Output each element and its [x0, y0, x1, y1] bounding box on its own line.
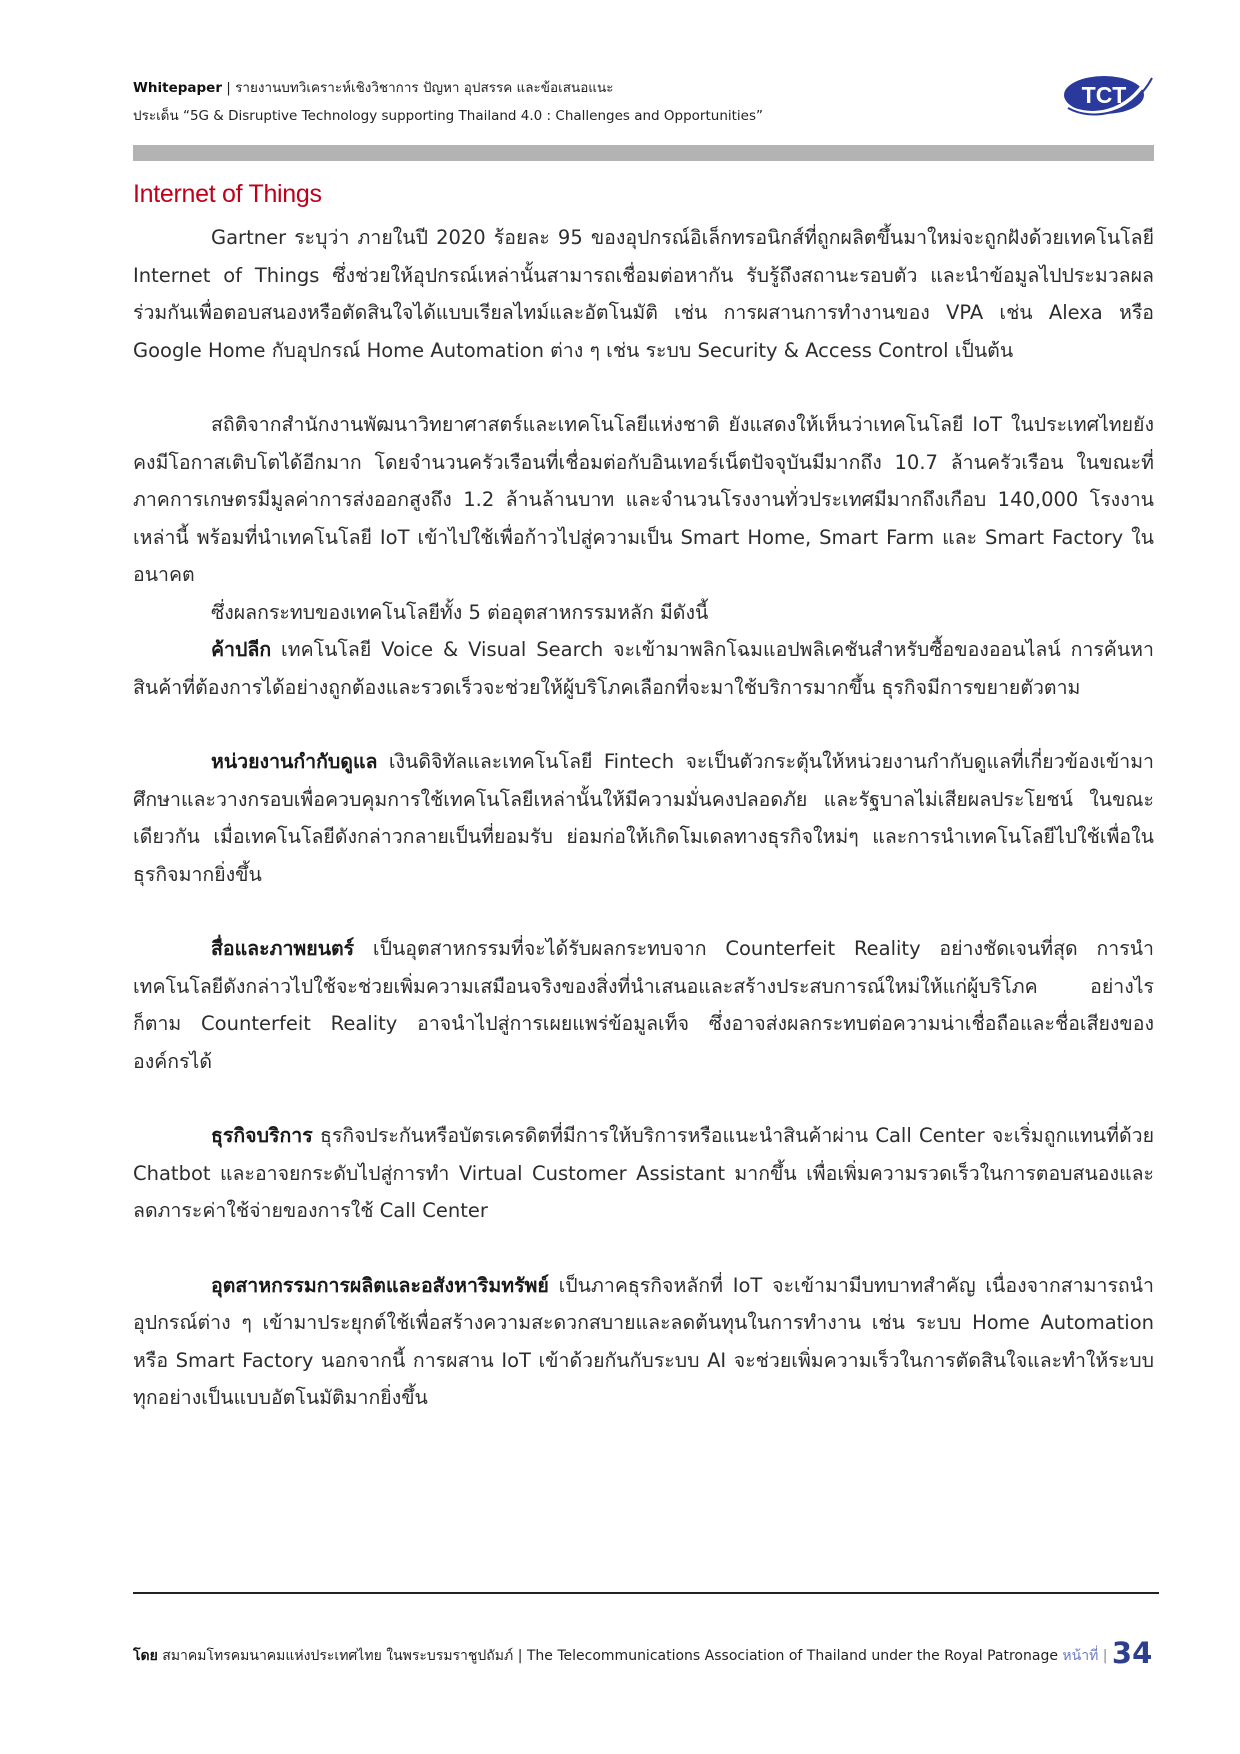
manufacturing-text: เป็นภาคธุรกิจหลักที่ IoT จะเข้ามามีบทบาทสำคัญ เนื่องจากสามารถนำอุปกรณ์ต่าง ๆ เข้ามาประยุกต์ใช้เพื่อสร้างความสะดวกสบายและลดต้นทุนในการทำงาน เช่น ระบบ Home Automation หรือ Smart Factory นอกจากนี้ การผสาน IoT เข้าด้วยกันกับระบบ AI จะช่วยเพิ่มความเร็วในการตัดสินใจและทำให้ระบบทุกอย่างเป็นแบบอัตโนมัติมากยิ่งขึ้น — [133, 1273, 1154, 1409]
header-separator: | — [226, 80, 231, 96]
paragraph-services — [133, 1117, 1154, 1230]
page-number: 34 — [1111, 1636, 1153, 1670]
services-label: ธุรกิจบริการ — [211, 1124, 313, 1147]
footer-rule — [133, 1592, 1159, 1594]
paragraph-statistics: สถิติจากสำนักงานพัฒนาวิทยาศาสตร์และเทคโนโลยีแห่งชาติ ยังแสดงให้เห็นว่าเทคโนโลยี IoT ในประเทศไทยยังคงมีโอกาสเติบโตได้อีกมาก โดยจำนวนครัวเรือนที่เชื่อมต่อกับอินเทอร์เน็ตปัจจุบันมีมากถึง 10.7 ล้านครัวเรือน ในขณะที่ภาคการเกษตรมีมูลค่าการส่งออกสูงถึง 1.2 ล้านล้านบาท และจำนวนโรงงานทั่วประเทศมีมากถึงเกือบ 140,000 โรงงาน เหล่านี้ พร้อมที่นำเทคโนโลยี IoT เข้าไปใช้เพื่อก้าวไปสู่ความเป็น Smart Home, Smart Farm และ Smart Factory ในอนาคต — [133, 413, 1154, 586]
paragraph-manufacturing — [133, 1267, 1154, 1417]
footer-page-label: หน้าที่ — [1062, 1648, 1099, 1664]
page-footer — [133, 1635, 1159, 1671]
footer-org-english: The Telecommunications Association of Thailand under the Royal Patronage — [526, 1648, 1058, 1664]
paragraph-impact-intro: ซึ่งผลกระทบของเทคโนโลยีทั้ง 5 ต่ออุตสาหกรรมหลัก มีดังนี้ — [211, 600, 709, 624]
header-subtitle: รายงานบทวิเคราะห์เชิงวิชาการ ปัญหา อุปสรรค และข้อเสนอแนะ — [235, 80, 614, 96]
header-divider-bar — [133, 145, 1154, 161]
footer-org-thai: สมาคมโทรคมนาคมแห่งประเทศไทย ในพระบรมราชูปถัมภ์ — [162, 1648, 514, 1664]
services-text: ธุรกิจประกันหรือบัตรเครดิตที่มีการให้บริการหรือแนะนำสินค้าผ่าน Call Center จะเริ่มถูกแทนที่ด้วย Chatbot และอาจยกระดับไปสู่การทำ Virtual Customer Assistant มากขึ้น เพื่อเพิ่มความรวดเร็วในการตอบสนองและลดภาระค่าใช้จ่ายของการใช้ Call Center — [133, 1124, 1154, 1222]
media-label: สื่อและภาพยนตร์ — [211, 937, 355, 960]
manufacturing-label: อุตสาหกรรมการผลิตและอสังหาริมทรัพย์ — [211, 1273, 549, 1297]
paragraph-regulator — [133, 743, 1154, 893]
header-line-2: ประเด็น “5G & Disruptive Technology supporting Thailand 4.0 : Challenges and Opportunities” — [133, 108, 764, 124]
footer-by-label: โดย — [133, 1648, 158, 1664]
paragraph-media — [133, 930, 1154, 1080]
retail-label: ค้าปลีก — [211, 638, 272, 661]
body-content — [133, 219, 1154, 1417]
header-line-1 — [133, 78, 1053, 98]
regulator-label: หน่วยงานกำกับดูแล — [211, 750, 378, 773]
media-text: เป็นอุตสาหกรรมที่จะได้รับผลกระทบจาก Counterfeit Reality อย่างชัดเจนที่สุด การนำเทคโนโลยีดังกล่าวไปใช้จะช่วยเพิ่มความเสมือนจริงของสิ่งที่นำเสนอและสร้างประสบการณ์ใหม่ให้แก่ผู้บริโภค อย่างไรก็ตาม Counterfeit Reality อาจนำไปสู่การเผยแพร่ข้อมูลเท็จ ซึ่งอาจส่งผลกระทบต่อความน่าเชื่อถือและชื่อเสียงขององค์กรได้ — [133, 937, 1154, 1073]
logo-text: TCT — [1081, 82, 1127, 108]
paragraph-intro: Gartner ระบุว่า ภายในปี 2020 ร้อยละ 95 ของอุปกรณ์อิเล็กทรอนิกส์ที่ถูกผลิตขึ้นมาใหม่จะถูกฝังด้วยเทคโนโลยี Internet of Things ซึ่งช่วยให้อุปกรณ์เหล่านั้นสามารถเชื่อมต่อหากัน รับรู้ถึงสถานะรอบตัว และนำข้อมูลไปประมวลผลร่วมกันเพื่อตอบสนองหรือตัดสินใจได้แบบเรียลไทม์และอัตโนมัติ เช่น การผสานการทำงานของ VPA เช่น Alexa หรือ Google Home กับอุปกรณ์ Home Automation ต่าง ๆ เช่น ระบบ Security & Access Control เป็นต้น — [133, 226, 1154, 362]
footer-separator: | — [517, 1648, 523, 1664]
header-whitepaper-label: Whitepaper — [133, 80, 222, 96]
regulator-text: เงินดิจิทัลและเทคโนโลยี Fintech จะเป็นตัวกระตุ้นให้หน่วยงานกำกับดูแลที่เกี่ยวข้องเข้ามาศึกษาและวางกรอบเพื่อควบคุมการใช้เทคโนโลยีเหล่านั้นให้มีความมั่นคงปลอดภัย และรัฐบาลไม่เสียผลประโยชน์ ในขณะเดียวกัน เมื่อเทคโนโลยีดังกล่าวกลายเป็นที่ยอมรับ ย่อมก่อให้เกิดโมเดลทางธุรกิจใหม่ๆ และการนำเทคโนโลยีไปใช้เพื่อในธุรกิจมากยิ่งขึ้น — [133, 750, 1154, 886]
section-title: Internet of Things — [133, 180, 322, 208]
footer-page-separator: | — [1102, 1648, 1108, 1664]
page-header — [133, 78, 1053, 126]
paragraph-retail — [133, 631, 1154, 706]
retail-text: เทคโนโลยี Voice & Visual Search จะเข้ามาพลิกโฉมแอปพลิเคชันสำหรับซื้อของออนไลน์ การค้นหาสินค้าที่ต้องการได้อย่างถูกต้องและรวดเร็วจะช่วยให้ผู้บริโภคเลือกที่จะมาใช้บริการมากขึ้น ธุรกิจมีการขยายตัวตาม — [133, 638, 1154, 699]
tct-logo — [1058, 68, 1154, 120]
